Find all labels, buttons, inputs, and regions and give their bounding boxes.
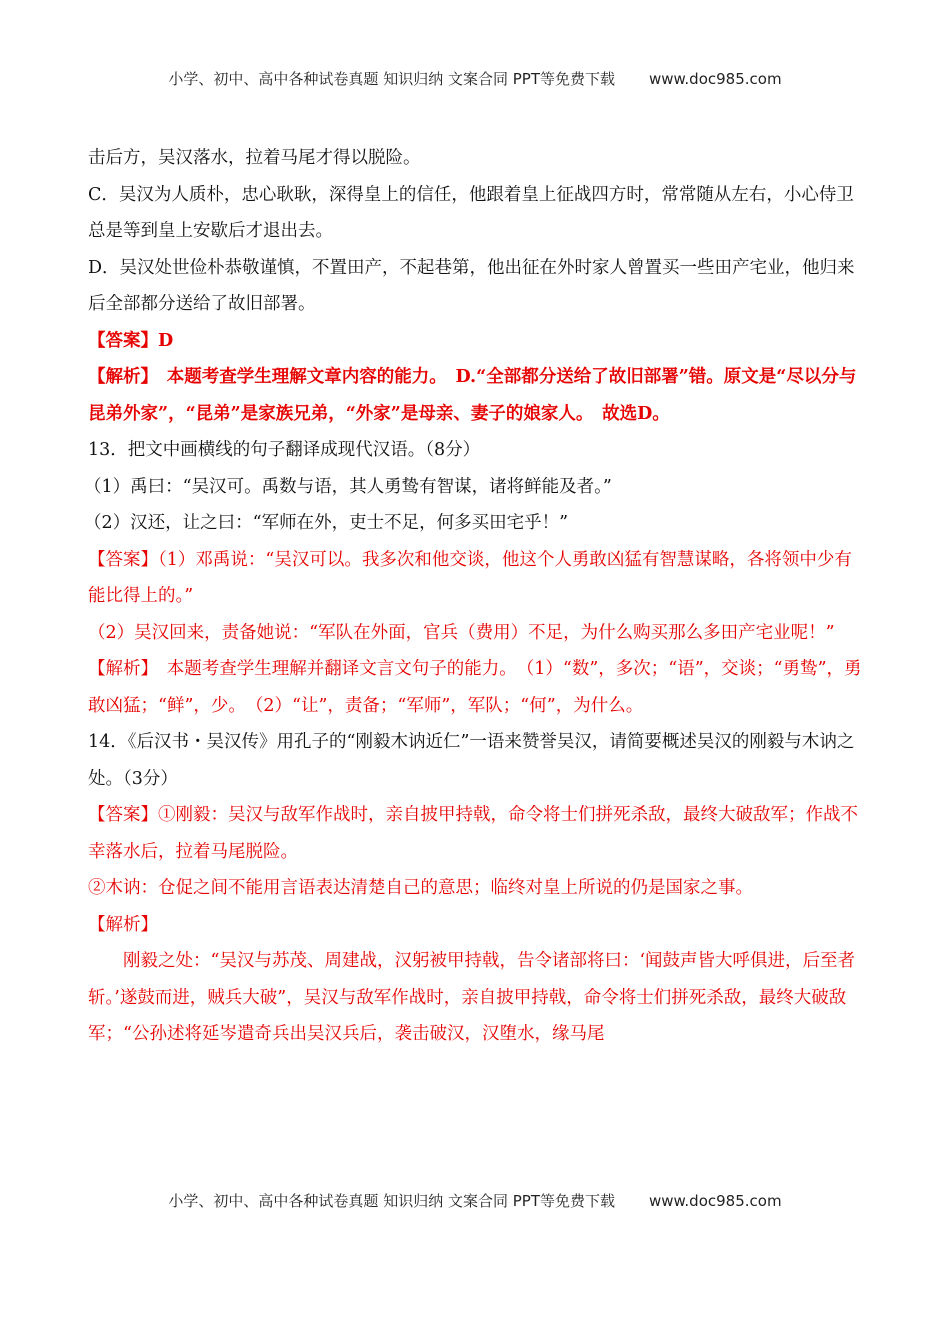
footer-text: 小学、初中、高中各种试卷真题 知识归纳 文案合同 PPT等免费下载 [168,1192,615,1210]
paragraph-continuation: 击后方，吴汉落水，拉着马尾才得以脱险。 [88,148,421,168]
analysis-12: 【解析】 本题考查学生理解文章内容的能力。 D.“全部都分送给了故旧部署”错。原文是“尽以分与昆弟外家”，“昆弟”是家族兄弟，“外家”是母亲、妻子的娘家人。 故选D。 [88,367,857,424]
analysis-14-label: 【解析】 [88,914,158,935]
question-14: 14．《后汉书・吴汉传》用孔子的“刚毅木讷近仁”一语来赞誉吴汉，请简要概述吴汉的刚毅与木讷之处。（3分） [88,732,855,789]
analysis-14-text: 刚毅之处：“吴汉与苏茂、周建战，汉躬被甲持戟，告令诸部将曰：‘闻鼓声皆大呼俱进，后至者斩。’遂鼓而进，贼兵大破”，吴汉与敌军作战时，亲自披甲持戟，命令将士们拼死杀敌，最终大破敌军；“公孙述将延岑遣奇兵出吴汉兵后，袭击破汉，汉堕水，缘马尾 [88,951,856,1044]
document-body [84,140,864,1053]
option-c: C．吴汉为人质朴，忠心耿耿，深得皇上的信任，他跟着皇上征战四方时，常常随从左右，小心侍卫总是等到皇上安歇后才退出去。 [88,184,854,241]
header-text: 小学、初中、高中各种试卷真题 知识归纳 文案合同 PPT等免费下载 [168,70,615,88]
answer-13-part-2: （2）吴汉回来，责备她说：“军队在外面，官兵（费用）不足，为什么购买那么多田产宅业呢！” [88,622,835,643]
answer-14-part-2: ②木讷：仓促之间不能用言语表达清楚自己的意思；临终对皇上所说的仍是国家之事。 [88,878,753,898]
question-13-part-2: （2）汉还，让之曰：“军师在外，吏士不足，何多买田宅乎！” [84,513,569,533]
answer-14-part-1: 【答案】①刚毅：吴汉与敌军作战时，亲自披甲持戟，命令将士们拼死杀敌，最终大破敌军；作战不幸落水后，拉着马尾脱险。 [88,805,858,862]
question-13: 13．把文中画横线的句子翻译成现代汉语。（8分） [88,440,481,460]
analysis-13: 【解析】 本题考查学生理解并翻译文言文句子的能力。 （1）“数”，多次；“语”，交谈；“勇鸷”，勇敢凶猛；“鲜”，少。 （2）“让”，责备；“军师”，军队；“何”，为什么。 [88,659,862,716]
option-d: D．吴汉处世俭朴恭敬谨慎，不置田产，不起巷第，他出征在外时家人曾置买一些田产宅业，他归来后全部都分送给了故旧部署。 [88,257,855,314]
footer-site: www.doc985.com [648,1192,782,1210]
header-site: www.doc985.com [648,70,782,88]
page-header [0,68,950,89]
question-13-part-1: （1）禹曰：“吴汉可。禹数与语，其人勇鸷有智谋，诸将鲜能及者。” [84,476,612,497]
answer-12: 【答案】D [88,330,174,351]
page-footer [0,1190,950,1211]
answer-13-part-1: 【答案】（1）邓禹说：“吴汉可以。我多次和他交谈，他这个人勇敢凶猛有智慧谋略，各将领中少有能比得上的。” [88,549,852,606]
